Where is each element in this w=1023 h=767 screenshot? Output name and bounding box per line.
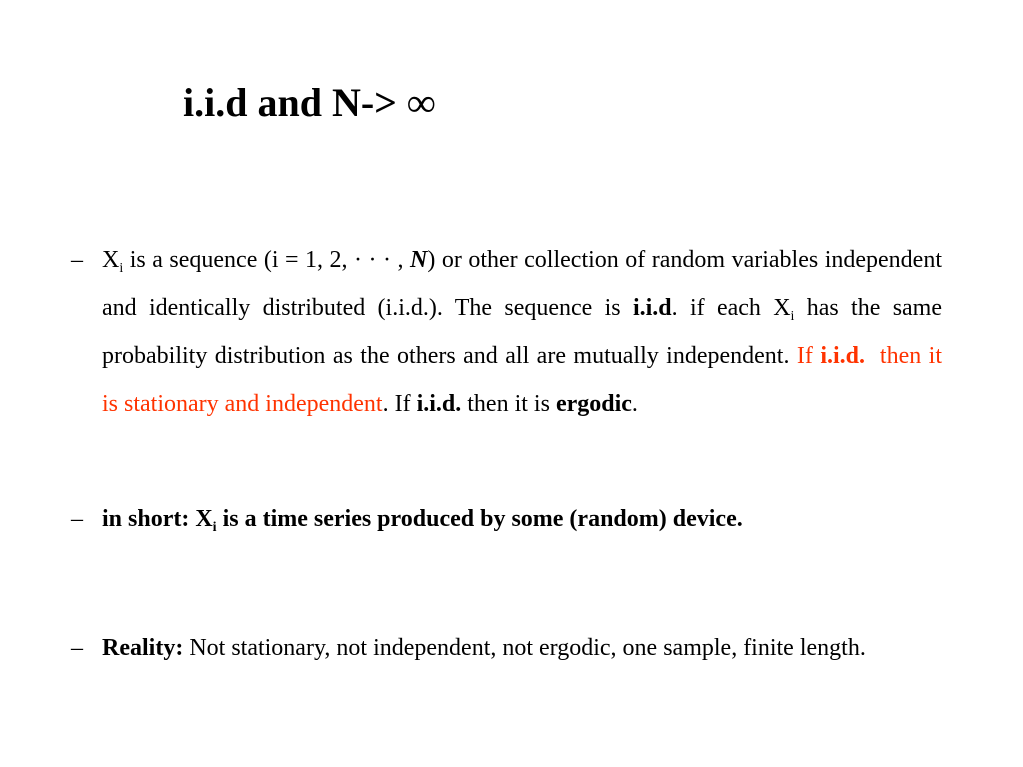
text-span: Not stationary, not independent, not ergodic, one sample, finite length. xyxy=(183,635,866,661)
text-span: is a sequence (i = 1, 2, · · · , xyxy=(123,247,411,273)
text-span: is a time series produced by some (random) device. xyxy=(216,506,743,532)
bullet-reality xyxy=(71,624,942,672)
bold-ergodic: ergodic xyxy=(555,391,632,417)
bullet-marker: – xyxy=(71,635,83,661)
text-span: then it is xyxy=(461,391,556,417)
bullet-marker: – xyxy=(71,506,83,532)
text-span: . If xyxy=(382,391,417,417)
bullet-text xyxy=(102,624,942,672)
slide-title: i.i.d and N-> ∞ xyxy=(183,80,436,125)
text-span: in short: X xyxy=(102,506,213,532)
red-if: If xyxy=(796,343,821,369)
subscript-i: i xyxy=(212,520,217,535)
subscript-i: i xyxy=(119,261,124,276)
text-span: . xyxy=(631,391,638,417)
bullet-iid-definition xyxy=(71,236,949,428)
text-span: . if each X xyxy=(671,295,791,321)
bold-iid: i.i.d xyxy=(632,295,672,321)
text-span: ) or other collection of random variables independent and identically distributed (i.i.d.). The sequence is xyxy=(102,247,943,321)
text-span: has the same probability distribution as the others and all are mutually independent. xyxy=(102,295,943,369)
red-bold-iid: i.i.d. xyxy=(820,343,866,369)
bullet-text xyxy=(102,495,942,543)
bullet-marker: – xyxy=(71,247,83,273)
bullet-text xyxy=(102,236,949,428)
subscript-i: i xyxy=(790,309,795,324)
bullet-in-short xyxy=(71,495,942,543)
bold-iid: i.i.d. xyxy=(416,391,462,417)
red-stationary-text: then it is stationary and independent xyxy=(102,343,949,417)
text-x: X xyxy=(102,247,120,273)
bold-reality-label: Reality: xyxy=(102,635,184,661)
text-n: N xyxy=(410,247,428,273)
